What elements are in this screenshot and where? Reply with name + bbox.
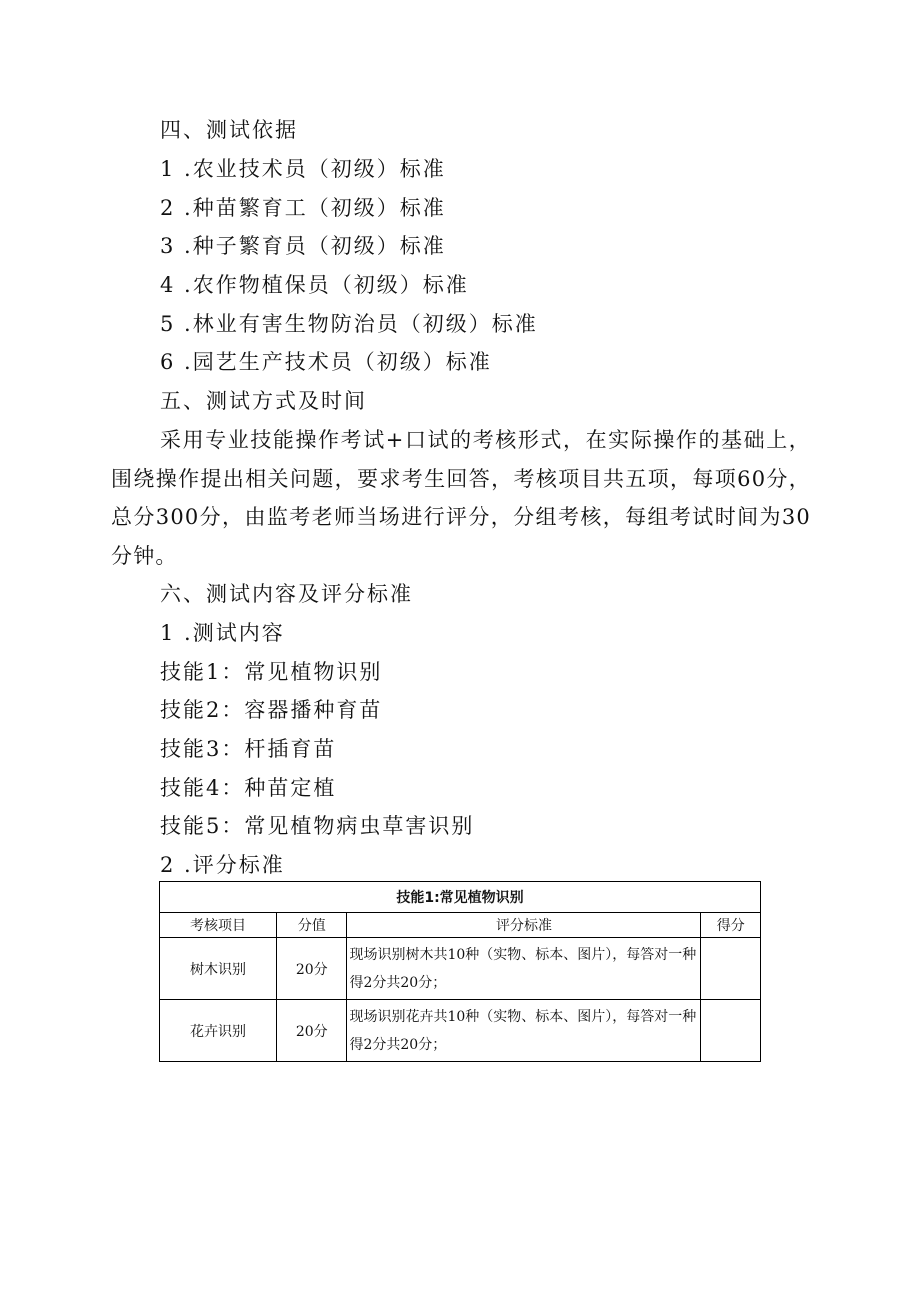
content-heading: 1 .测试内容	[160, 621, 285, 645]
row-item: 树木识别	[160, 938, 277, 1000]
row-got	[701, 1000, 761, 1062]
row-score: 20分	[277, 1000, 347, 1062]
scoring-table	[159, 881, 761, 1062]
table-header-row	[160, 913, 761, 938]
header-got: 得分	[701, 913, 761, 938]
skill-item-5: 技能5：常见植物病虫草害识别	[160, 814, 475, 838]
section-5-heading: 五、测试方式及时间	[160, 389, 367, 413]
standard-item-4: 4 .农作物植保员（初级）标准	[160, 273, 469, 297]
row-got	[701, 938, 761, 1000]
table-row	[160, 1000, 761, 1062]
standard-item-5: 5 .林业有害生物防治员（初级）标准	[160, 312, 538, 336]
header-item: 考核项目	[160, 913, 277, 938]
row-score: 20分	[277, 938, 347, 1000]
skill-item-3: 技能3：杆插育苗	[160, 737, 337, 761]
skill-item-1: 技能1：常见植物识别	[160, 660, 383, 684]
table-title: 技能1:常见植物识别	[160, 882, 761, 913]
skill-item-2: 技能2：容器播种育苗	[160, 698, 383, 722]
header-criteria: 评分标准	[347, 913, 701, 938]
row-criteria: 现场识别树木共10种（实物、标本、图片），每答对一种得2分共20分；	[347, 938, 701, 1000]
standard-item-1: 1 .农业技术员（初级）标准	[160, 157, 446, 181]
header-score: 分值	[277, 913, 347, 938]
standard-item-6: 6 .园艺生产技术员（初级）标准	[160, 350, 492, 374]
skill-item-4: 技能4：种苗定植	[160, 776, 337, 800]
scoring-heading: 2 .评分标准	[160, 853, 285, 877]
standard-item-3: 3 .种子繁育员（初级）标准	[160, 234, 446, 258]
section-4-heading: 四、测试依据	[160, 118, 298, 142]
standard-item-2: 2 .种苗繁育工（初级）标准	[160, 196, 446, 220]
table-row	[160, 938, 761, 1000]
row-item: 花卉识别	[160, 1000, 277, 1062]
row-criteria: 现场识别花卉共10种（实物、标本、图片），每答对一种得2分共20分；	[347, 1000, 701, 1062]
section-5-paragraph: 采用专业技能操作考试+口试的考核形式，在实际操作的基础上，围绕操作提出相关问题，要求考生回答，考核项目共五项，每项60分，总分300分，由监考老师当场进行评分，分组考核，每组考试时间为30分钟。	[111, 428, 811, 568]
section-6-heading: 六、测试内容及评分标准	[160, 582, 413, 606]
